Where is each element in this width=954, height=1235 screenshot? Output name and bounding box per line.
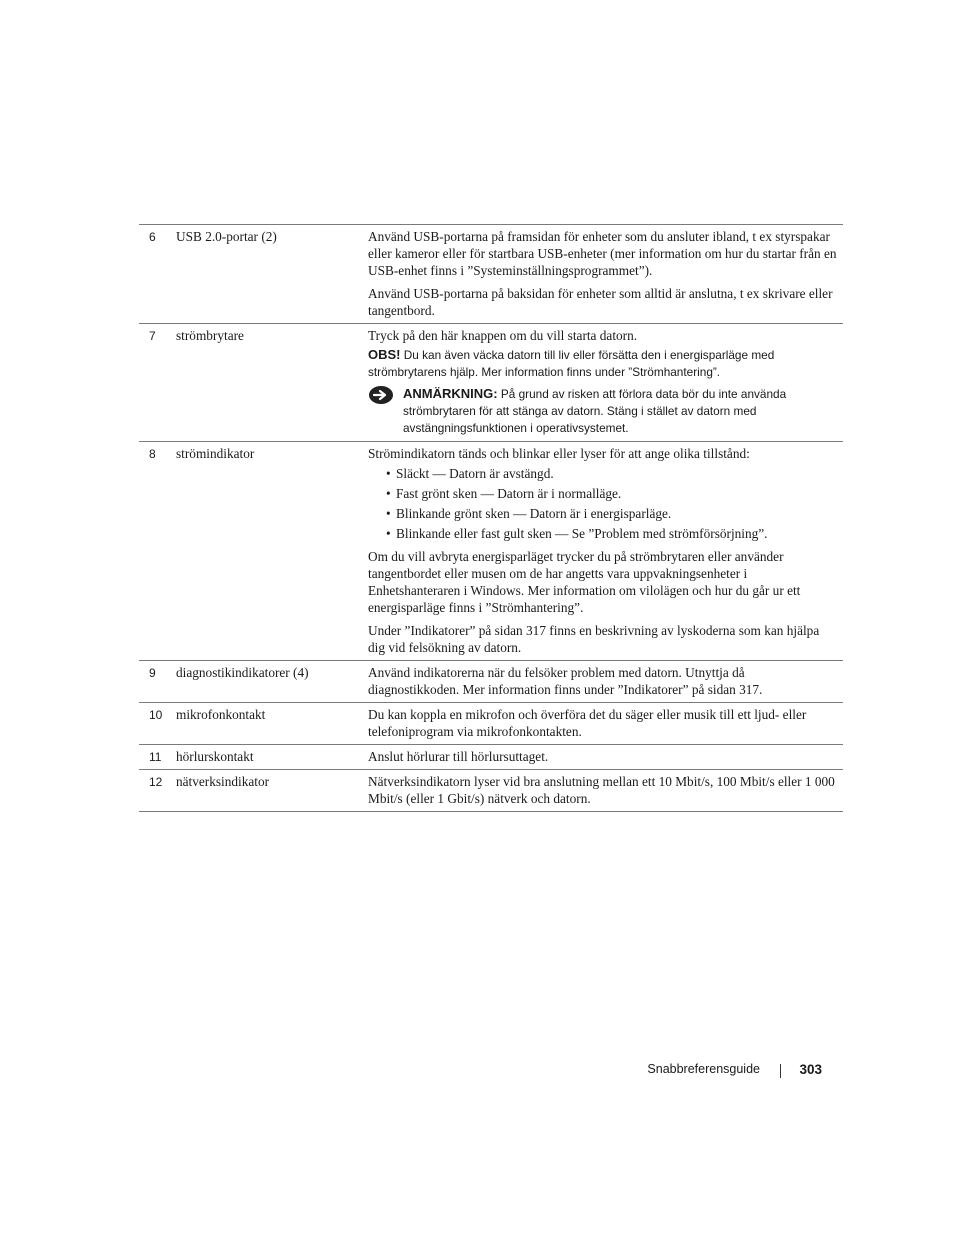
table-row [139,770,843,812]
row-description [368,228,838,319]
bullet: • [386,506,391,521]
table-row [139,745,843,770]
description-paragraph: Anslut hörlurar till hörlursuttaget. [368,749,549,764]
row-description [368,748,838,765]
row-number: 7 [149,329,156,343]
row-number: 9 [149,666,156,680]
table-row [139,703,843,745]
notice-text: På grund av risken att förlora data bör du inte använda strömbrytaren för att stänga av datorn. Stäng i stället av datorn med avstängningsfunktionen i operativsystemet. [403,387,787,435]
obs-text: Du kan även väcka datorn till liv eller försätta den i energisparläge med strömbrytarens hjälp. Mer information finns under ”Strömhantering”. [368,348,775,379]
row-description [368,773,838,807]
status-list [368,465,838,542]
description-paragraph: Använd USB-portarna på framsidan för enheter som du ansluter ibland, t ex styrspakar eller kameror eller för startbara USB-enheter (mer information om hur du startar från en USB-enhet finns i ”Systeminställningsprogrammet”). [368,229,837,278]
description-paragraph: Tryck på den här knappen om du vill starta datorn. [368,328,638,343]
row-number: 8 [149,447,156,461]
notice-label: ANMÄRKNING: [403,386,498,401]
list-item [386,505,838,522]
description-paragraph: Om du vill avbryta energisparläget trycker du på strömbrytaren eller använder tangentbordet eller musen om de har angetts vara uppvakningsenheter i Enhetshanteraren i Windows. Mer information om vilolägen och hur du går ur ett energisparläge finns i ”Strömhantering”. [368,549,801,615]
footer-divider [780,1064,781,1078]
notice-block [368,385,838,437]
row-component-name: hörlurskontakt [176,749,254,764]
row-description [368,327,838,437]
description-paragraph: Under ”Indikatorer” på sidan 317 finns en beskrivning av lyskoderna som kan hjälpa dig vid felsökning av datorn. [368,623,820,655]
row-number: 6 [149,230,156,244]
row-number: 11 [149,750,162,764]
list-item-text: Fast grönt sken — Datorn är i normalläge. [396,486,622,501]
list-item-text: Blinkande grönt sken — Datorn är i energisparläge. [396,506,672,521]
bullet: • [386,486,391,501]
list-item-text: Släckt — Datorn är avstängd. [396,466,554,481]
row-description [368,706,838,740]
row-number: 12 [149,775,163,789]
description-paragraph: Använd indikatorerna när du felsöker problem med datorn. Utnyttja då diagnostikkoden. Mer information finns under ”Indikatorer” på sidan 317. [368,665,763,697]
list-item-text: Blinkande eller fast gult sken — Se ”Problem med strömförsörjning”. [396,526,768,541]
list-item [386,465,838,482]
table-row [139,225,843,324]
table-row [139,442,843,661]
table-row [139,661,843,703]
row-component-name: strömbrytare [176,328,244,343]
page-number: 303 [799,1062,822,1077]
row-component-name: mikrofonkontakt [176,707,266,722]
description-paragraph: Använd USB-portarna på baksidan för enheter som alltid är anslutna, t ex skrivare eller tangentbord. [368,286,833,318]
row-description [368,445,838,656]
list-item [386,525,838,542]
obs-label: OBS! [368,347,401,362]
row-number: 10 [149,708,163,722]
description-paragraph: Nätverksindikatorn lyser vid bra anslutning mellan ett 10 Mbit/s, 100 Mbit/s eller 1 000 Mbit/s (eller 1 Gbit/s) nätverk och datorn. [368,774,835,806]
bullet: • [386,526,391,541]
row-component-name: diagnostikindikatorer (4) [176,665,309,680]
table-row [139,324,843,442]
page-footer [560,1062,822,1082]
row-component-name: USB 2.0-portar (2) [176,229,277,244]
obs-note [368,346,838,381]
description-paragraph: Strömindikatorn tänds och blinkar eller lyser för att ange olika tillstånd: [368,446,750,461]
notice-icon [368,385,394,405]
footer-title: Snabbreferensguide [647,1062,760,1076]
component-table [139,224,843,812]
list-item [386,485,838,502]
row-component-name: strömindikator [176,446,255,461]
description-paragraph: Du kan koppla en mikrofon och överföra det du säger eller musik till ett ljud- eller telefoniprogram via mikrofonkontakten. [368,707,807,739]
row-component-name: nätverksindikator [176,774,270,789]
bullet: • [386,466,391,481]
row-description [368,664,838,698]
